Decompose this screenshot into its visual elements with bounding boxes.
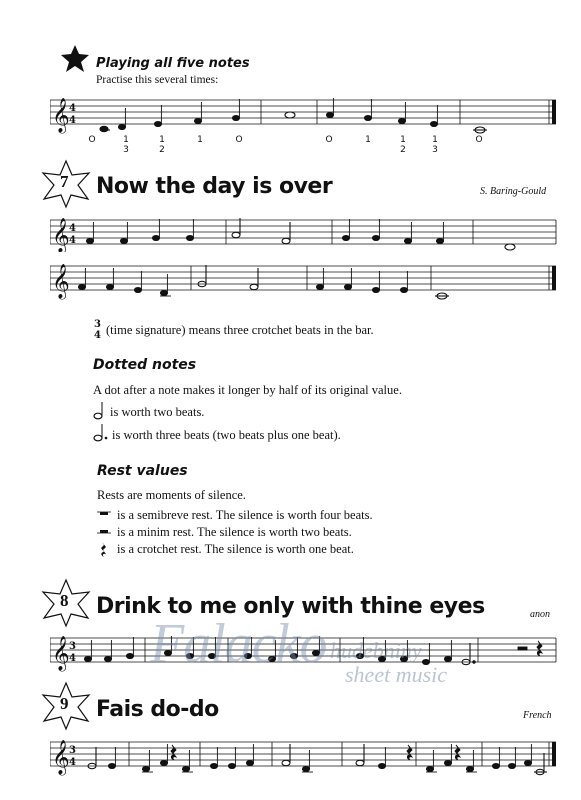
rest-values-intro: Rests are moments of silence. [97,488,246,502]
fingering-3: 1 [159,135,165,145]
crotchet-rest-description: is a crotchet rest. The silence is worth one beat. [117,542,354,556]
fingering-sub-2: 2 [159,145,165,155]
fingering-sub-3: 2 [400,145,406,155]
semibreve-rest-icon [97,508,111,520]
song-title-9: Fais do-do [96,697,219,722]
rest-values-heading: Rest values [97,463,188,479]
section-subtitle: Practise this several times: [96,74,219,86]
svg-text:4: 4 [69,103,76,114]
svg-text:4: 4 [94,330,101,340]
composer-7: S. Baring-Gould [480,186,547,197]
time-signature-text: (time signature) means three crotchet beats in the bar. [106,323,374,337]
svg-text:3: 3 [69,641,76,652]
fingering-10: O [475,135,483,145]
composer-9: French [523,710,552,721]
fingering-7: 1 [365,135,371,145]
staff-song7-line2 [50,264,560,302]
black-star-icon [60,44,90,74]
dotted-notes-intro: A dot after a note makes it longer by half of its original value. [93,383,402,397]
song-number-9: 9 [60,694,69,713]
svg-text:𝄞: 𝄞 [52,740,70,775]
minim-rest-icon [97,526,111,538]
fingering-2: 1 [123,135,129,145]
watermark-line1: hudebniny [330,638,422,663]
section-title-five-notes: Playing all five notes [96,56,250,71]
fingering-sub-1: 3 [123,145,129,155]
staff-song7-line1 [50,218,560,252]
minim-description: is worth two beats. [110,405,205,419]
song-title-7: Now the day is over [96,174,333,199]
fingering-4: 1 [197,135,203,145]
svg-text:4: 4 [69,115,76,126]
dotted-notes-heading: Dotted notes [93,357,197,373]
fingering-5: O [235,135,243,145]
minim-rest-description: is a minim rest. The silence is worth two beats. [117,525,352,539]
watermark-brand: Falacko [150,613,327,675]
dotted-minim-description: is worth three beats (two beats plus one beat). [112,428,341,442]
dotted-minim-icon [93,422,109,444]
song-number-8: 8 [60,591,69,610]
fingering-1: O [88,135,96,145]
svg-text:3: 3 [69,745,76,756]
minim-icon [93,400,107,422]
song-number-7: 7 [60,172,69,191]
semibreve-rest-description: is a semibreve rest. The silence is worth four beats. [117,508,373,522]
crotchet-rest-icon [99,541,109,557]
svg-text:4: 4 [69,223,76,234]
svg-text:4: 4 [69,653,76,664]
staff-song9 [50,740,560,778]
fingering-sub-4: 3 [432,145,438,155]
time-signature-3-4-icon [93,318,103,340]
watermark-line2: sheet music [345,662,448,687]
song-title-8: Drink to me only with thine eyes [96,594,485,619]
fingering-6: O [325,135,333,145]
staff-five-notes [50,98,560,136]
fingering-9: 1 [432,135,438,145]
svg-text:𝄞: 𝄞 [52,218,70,252]
svg-text:4: 4 [69,235,76,246]
svg-text:4: 4 [69,757,76,768]
svg-text:𝄞: 𝄞 [52,98,70,133]
svg-text:𝄞: 𝄞 [52,636,70,671]
fingering-8: 1 [400,135,406,145]
composer-8: anon [530,609,550,620]
svg-text:𝄞: 𝄞 [52,264,70,299]
svg-text:3: 3 [94,319,101,330]
